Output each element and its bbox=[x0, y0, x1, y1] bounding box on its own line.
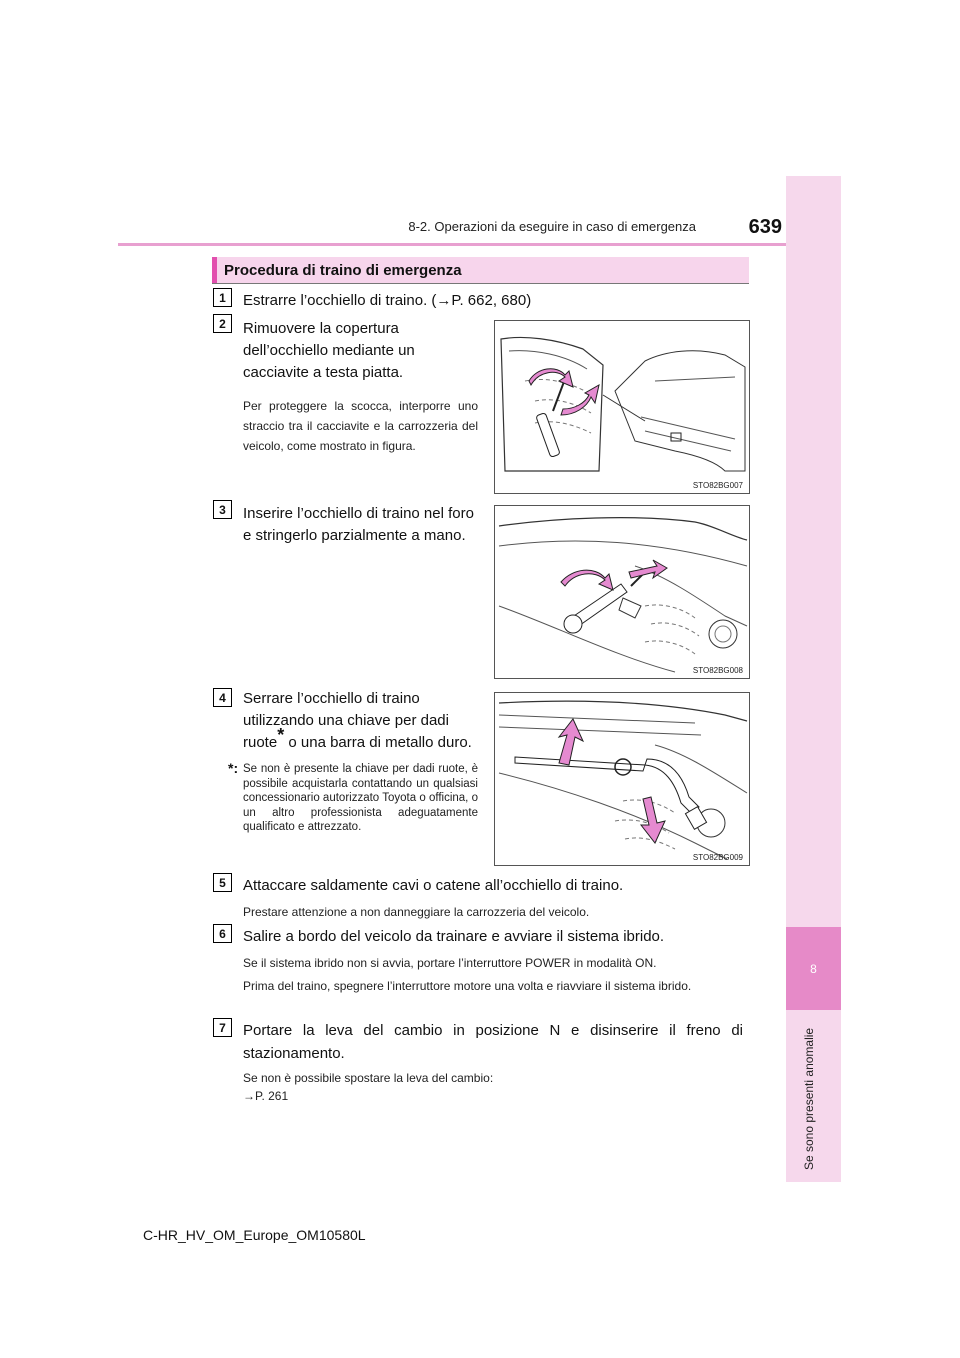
step-1-text: Estrarre l’occhiello di traino. (→P. 662, 680) bbox=[243, 292, 532, 309]
step-4-line-3 bbox=[243, 725, 488, 754]
remove-cover-illustration bbox=[495, 321, 749, 493]
figure-insert-eye bbox=[494, 505, 750, 679]
page-number: 639 bbox=[748, 216, 782, 238]
step-4-footnote: Se non è presente la chiave per dadi ruote, è possibile acquistarla contattando un qualsiasi concessionario autorizzato Toyota o officina, o un altro professionista adeguatamente qualificato e attrezzato. bbox=[243, 763, 478, 833]
section-title: 8-2. Operazioni da eseguire in caso di emergenza bbox=[408, 219, 696, 234]
step-2-note: Per proteggere la scocca, interporre uno straccio tra il cacciavite e la carrozzeria del veicolo, come mostrato in figura. bbox=[243, 399, 478, 453]
figure-tighten-eye bbox=[494, 692, 750, 866]
step-7-note-2: →P. 261 bbox=[243, 1089, 289, 1103]
header-rule bbox=[118, 243, 840, 246]
figure-2-code: STO82BG008 bbox=[692, 666, 743, 675]
step-number-2: 2 bbox=[213, 314, 232, 333]
step-number-3: 3 bbox=[213, 500, 232, 519]
chapter-label bbox=[792, 1010, 832, 1180]
step-6-note-2: Prima del traino, spegnere l’interruttore motore una volta e riavviare il sistema ibrido. bbox=[243, 979, 692, 993]
chapter-label-text: Se sono presenti anomalie bbox=[802, 1027, 816, 1170]
footnote-star: * bbox=[277, 725, 285, 745]
step-4-line-1: Serrare l’occhiello di traino bbox=[243, 690, 420, 707]
step-number-5: 5 bbox=[213, 873, 232, 892]
step-4-line-2: utilizzando una chiave per dadi bbox=[243, 712, 449, 729]
step-number-7: 7 bbox=[213, 1018, 232, 1037]
step-3-line-2: e stringerlo parzialmente a mano. bbox=[243, 527, 466, 544]
figure-remove-cover bbox=[494, 320, 750, 494]
tighten-eye-illustration bbox=[495, 693, 749, 865]
step-2-line-3: cacciavite a testa piatta. bbox=[243, 364, 404, 381]
figure-1-code: STO82BG007 bbox=[692, 481, 743, 490]
insert-eye-illustration bbox=[495, 506, 749, 678]
step-number-1: 1 bbox=[213, 288, 232, 307]
step-number-4: 4 bbox=[213, 688, 232, 707]
step-7-note-1: Se non è possibile spostare la leva del cambio: bbox=[243, 1071, 494, 1085]
chapter-number: 8 bbox=[810, 962, 817, 976]
step-6-note-1: Se il sistema ibrido non si avvia, portare l’interruttore POWER in modalità ON. bbox=[243, 956, 657, 970]
step-7-text: Portare la leva del cambio in posizione N e disinserire il freno di stazionamento. bbox=[243, 1022, 743, 1062]
step-4-line-3a: ruote bbox=[243, 734, 278, 751]
step-5-note: Prestare attenzione a non danneggiare la carrozzeria del veicolo. bbox=[243, 905, 590, 919]
step-2-line-1: Rimuovere la copertura bbox=[243, 320, 399, 337]
figure-3-code: STO82BG009 bbox=[692, 853, 743, 862]
footnote-mark: *: bbox=[228, 760, 239, 776]
step-3-line-1: Inserire l’occhiello di traino nel foro bbox=[243, 505, 474, 522]
step-6-text: Salire a bordo del veicolo da trainare e avviare il sistema ibrido. bbox=[243, 928, 665, 945]
step-2-line-2: dell’occhiello mediante un bbox=[243, 342, 415, 359]
banner-underline bbox=[212, 283, 749, 284]
step-5-text: Attaccare saldamente cavi o catene all’occhiello di traino. bbox=[243, 877, 624, 894]
section-banner-title: Procedura di traino di emergenza bbox=[224, 262, 462, 279]
step-number-6: 6 bbox=[213, 924, 232, 943]
document-id: C-HR_HV_OM_Europe_OM10580L bbox=[143, 1227, 366, 1243]
step-4-line-3b: o una barra di metallo duro. bbox=[284, 734, 472, 751]
